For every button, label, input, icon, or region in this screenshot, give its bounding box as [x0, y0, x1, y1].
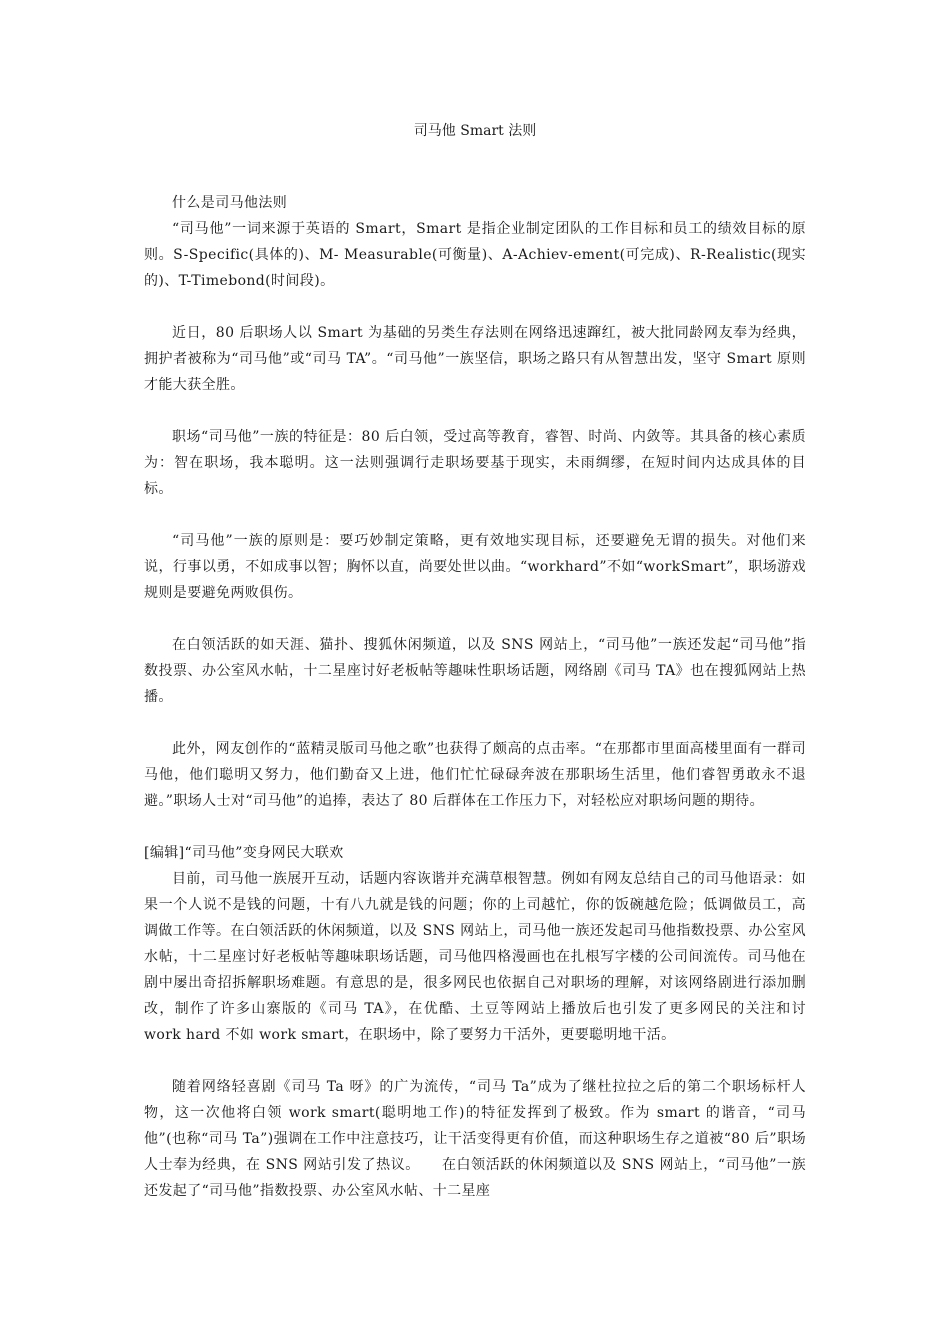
document-title: 司马他 Smart 法则	[413, 123, 537, 139]
paragraph-web-drama: 随着网络轻喜剧《司马 Ta 呀》的广为流传，“司马 Ta”成为了继杜拉拉之后的第二个职场标杆人物，这一次他将白领 work smart(聪明地工作)的特征发挥到了极致。作为 smart 的谐音，“司马他”(也称“司马 Ta”)强调在工作中注意技巧，让干活变得更有价值，而这种职场生存之道被“80 后”职场人士奉为经典，在 SNS 网站引发了热议。 在白领活跃的休闲频道以及 SNS 网站上，“司马他”一族还发起了“司马他”指数投票、办公室风水帖、十二星座	[144, 1079, 806, 1199]
section-heading-what-is: 什么是司马他法则	[172, 195, 288, 211]
paragraph-characteristics: 职场“司马他”一族的特征是：80 后白领，受过高等教育，睿智、时尚、内敛等。其具备的核心素质为：智在职场，我本聪明。这一法则强调行走职场要基于现实，未雨绸缪，在短时间内达成具体的目标。	[144, 429, 806, 497]
paragraph-song: 此外，网友创作的“蓝精灵版司马他之歌”也获得了颇高的点击率。“在那都市里面高楼里面有一群司马他，他们聪明又努力，他们勤奋又上进，他们忙忙碌碌奔波在那职场生活里，他们睿智勇敢永不退避。”职场人士对“司马他”的追捧，表达了 80 后群体在工作压力下，对轻松应对职场问题的期待。	[144, 741, 806, 809]
paragraph-online-activity: 在白领活跃的如天涯、猫扑、搜狐休闲频道，以及 SNS 网站上，“司马他”一族还发起“司马他”指数投票、办公室风水帖，十二星座讨好老板帖等趣味性职场话题，网络剧《司马 TA》也在搜狐网站上热播。	[144, 637, 806, 705]
paragraph-interaction: 目前，司马他一族展开互动，话题内容诙谐并充满草根智慧。例如有网友总结自己的司马他语录：如果一个人说不是钱的问题，十有八九就是钱的问题；你的上司越忙，你的饭碗越危险；低调做员工，高调做工作等。在白领活跃的休闲频道，以及 SNS 网站上，司马他一族还发起司马他指数投票、办公室风水帖，十二星座讨好老板帖等趣味职场话题，司马他四格漫画也在扎根写字楼的公司间流传。司马他在剧中屡出奇招拆解职场难题。有意思的是，很多网民也依据自己对职场的理解，对该网络剧进行添加删改，制作了许多山寨版的《司马 TA》，在优酷、土豆等网站上播放后也引发了更多网民的关注和讨 work hard 不如 work smart，在职场中，除了要努力干活外，更要聪明地干活。	[144, 871, 806, 1043]
paragraph-principles: “司马他”一族的原则是：要巧妙制定策略，更有效地实现目标，还要避免无谓的损失。对他们来说，行事以勇，不如成事以智；胸怀以直，尚要处世以曲。“workhard”不如“workSmart”，职场游戏规则是要避免两败俱伤。	[144, 533, 806, 601]
document-body	[144, 190, 806, 1204]
paragraph-recent-trend: 近日，80 后职场人以 Smart 为基础的另类生存法则在网络迅速蹿红，被大批同龄网友奉为经典，拥护者被称为“司马他”或“司马 TA”。“司马他”一族坚信，职场之路只有从智慧出发，坚守 Smart 原则才能大获全胜。	[144, 325, 806, 393]
section-heading-edit: [编辑]“司马他”变身网民大联欢	[144, 845, 344, 861]
paragraph-definition: “司马他”一词来源于英语的 Smart，Smart 是指企业制定团队的工作目标和员工的绩效目标的原则。S-Specific(具体的)、M- Measurable(可衡量)、A-Achiev-ement(可完成)、R-Realistic(现实的)、T-Timebond(时间段)。	[144, 221, 806, 289]
